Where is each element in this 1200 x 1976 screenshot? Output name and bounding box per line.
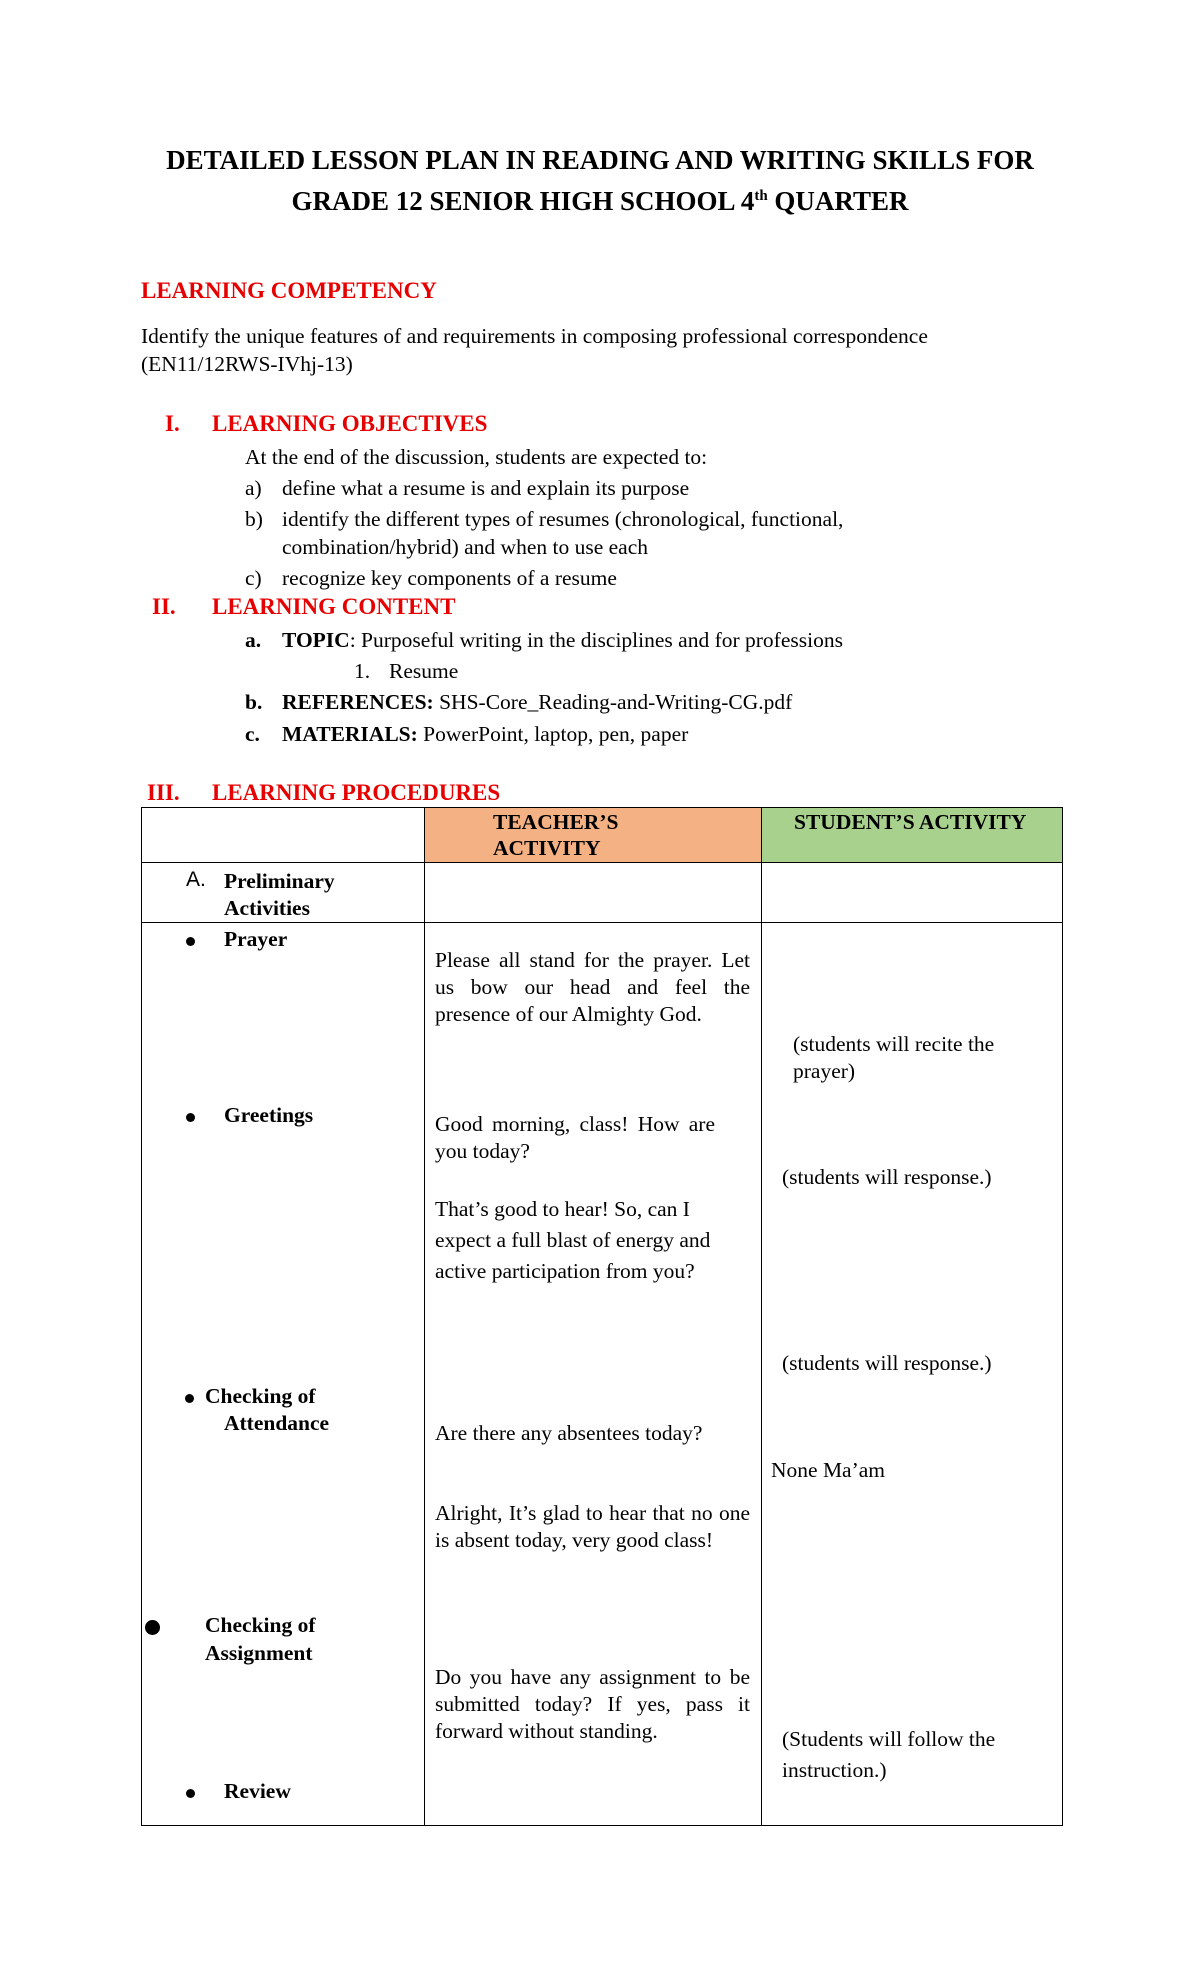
step-assignment-line2: Assignment [205, 1641, 313, 1665]
procedures-heading: LEARNING PROCEDURES [212, 780, 501, 805]
objective-b-text-line1: identify the different types of resumes (chronological, functional, [282, 507, 844, 531]
step-attendance-line2: Attendance [224, 1411, 330, 1435]
doc-title-superscript: th [754, 188, 768, 204]
objectives-numeral: I. [165, 411, 180, 436]
activities-steps-cell [142, 923, 425, 1826]
activities-teacher-cell [425, 923, 762, 1826]
references-line [282, 688, 792, 716]
section-teacher-cell [425, 863, 762, 923]
competency-text-line1: Identify the unique features of and requirements in composing professional correspondence [141, 324, 928, 348]
step-prayer: Prayer [224, 927, 288, 951]
doc-title-line2-end: QUARTER [767, 186, 909, 216]
objectives-intro: At the end of the discussion, students are expected to: [245, 445, 708, 469]
header-blank-cell [142, 808, 425, 863]
references-text: SHS-Core_Reading-and-Writing-CG.pdf [433, 690, 793, 714]
table-header-row [142, 808, 1063, 863]
step-assignment-line1: Checking of [205, 1613, 316, 1637]
student-prayer-line1: (students will recite the [793, 1032, 995, 1056]
procedures-numeral: III. [147, 780, 180, 805]
materials-text: PowerPoint, laptop, pen, paper [417, 722, 689, 746]
objective-b-marker: b) [245, 507, 263, 531]
assignment-bullet-icon [145, 1620, 160, 1635]
objective-a-marker: a) [245, 476, 262, 500]
teacher-header-line2: ACTIVITY [493, 836, 601, 860]
topic-label: TOPIC [282, 628, 350, 652]
activities-row [142, 923, 1063, 1826]
topic-line [282, 626, 843, 654]
review-bullet-icon [186, 1789, 195, 1798]
teacher-followup-line1: That’s good to hear! So, can I [435, 1197, 690, 1221]
competency-heading: LEARNING COMPETENCY [141, 278, 437, 303]
objective-b-text-line2: combination/hybrid) and when to use each [282, 535, 648, 559]
student-prayer-line2: prayer) [793, 1059, 856, 1083]
topic-text: : Purposeful writing in the disciplines and for professions [349, 628, 843, 652]
doc-title-line2-main: GRADE 12 SENIOR HIGH SCHOOL 4 [291, 186, 755, 216]
references-marker: b. [245, 690, 263, 714]
doc-title-line1: DETAILED LESSON PLAN IN READING AND WRITING SKILLS FOR [166, 145, 1034, 175]
greetings-bullet-icon [186, 1113, 195, 1122]
student-greeting-response: (students will response.) [782, 1165, 992, 1189]
teacher-header-line1: TEACHER’S [493, 810, 619, 834]
student-header-cell [762, 808, 1063, 863]
content-numeral: II. [152, 594, 176, 619]
section-title-line1: Preliminary [224, 869, 335, 893]
step-greetings: Greetings [224, 1103, 314, 1127]
materials-label: MATERIALS: [282, 722, 418, 746]
teacher-greeting: Good morning, class! How are you today? [435, 1112, 715, 1163]
topic-sub-text: Resume [389, 659, 459, 683]
objective-c-text: recognize key components of a resume [282, 566, 617, 590]
teacher-followup-line2: expect a full blast of energy and [435, 1228, 711, 1252]
section-cell [142, 863, 425, 923]
doc-title-line2 [0, 178, 1200, 219]
student-followup-response: (students will response.) [782, 1351, 992, 1375]
student-header: STUDENT’S ACTIVITY [794, 810, 1027, 834]
materials-marker: c. [245, 722, 260, 746]
content-heading: LEARNING CONTENT [212, 594, 456, 619]
step-review: Review [224, 1779, 291, 1803]
references-label: REFERENCES: [282, 690, 434, 714]
activities-student-cell [762, 923, 1063, 1826]
materials-line [282, 720, 688, 748]
procedures-table [141, 807, 1063, 1826]
attendance-bullet-icon [185, 1394, 194, 1403]
teacher-followup-line3: active participation from you? [435, 1259, 695, 1283]
teacher-prayer: Please all stand for the prayer. Let us bow our head and feel the presence of our Almighty God. [435, 948, 750, 1026]
section-marker: A. [186, 868, 206, 891]
student-absentee-response: None Ma’am [771, 1458, 886, 1482]
teacher-assignment: Do you have any assignment to be submitted today? If yes, pass it forward without standing. [435, 1665, 750, 1743]
student-assignment-line1: (Students will follow the [782, 1727, 996, 1751]
prayer-bullet-icon [186, 937, 195, 946]
topic-marker: a. [245, 628, 262, 652]
section-row [142, 863, 1063, 923]
objectives-heading: LEARNING OBJECTIVES [212, 411, 488, 436]
objective-a-text: define what a resume is and explain its purpose [282, 476, 690, 500]
section-title-line2: Activities [224, 896, 310, 920]
student-assignment-line2: instruction.) [782, 1758, 887, 1782]
objective-c-marker: c) [245, 566, 262, 590]
teacher-absentee-question: Are there any absentees today? [435, 1421, 703, 1445]
section-student-cell [762, 863, 1063, 923]
step-attendance-line1: Checking of [205, 1384, 316, 1408]
teacher-header-cell [425, 808, 762, 863]
competency-text-line2: (EN11/12RWS-IVhj-13) [141, 352, 353, 376]
teacher-absentee-response: Alright, It’s glad to hear that no one is absent today, very good class! [435, 1501, 750, 1552]
topic-sub-marker: 1. [354, 659, 371, 683]
